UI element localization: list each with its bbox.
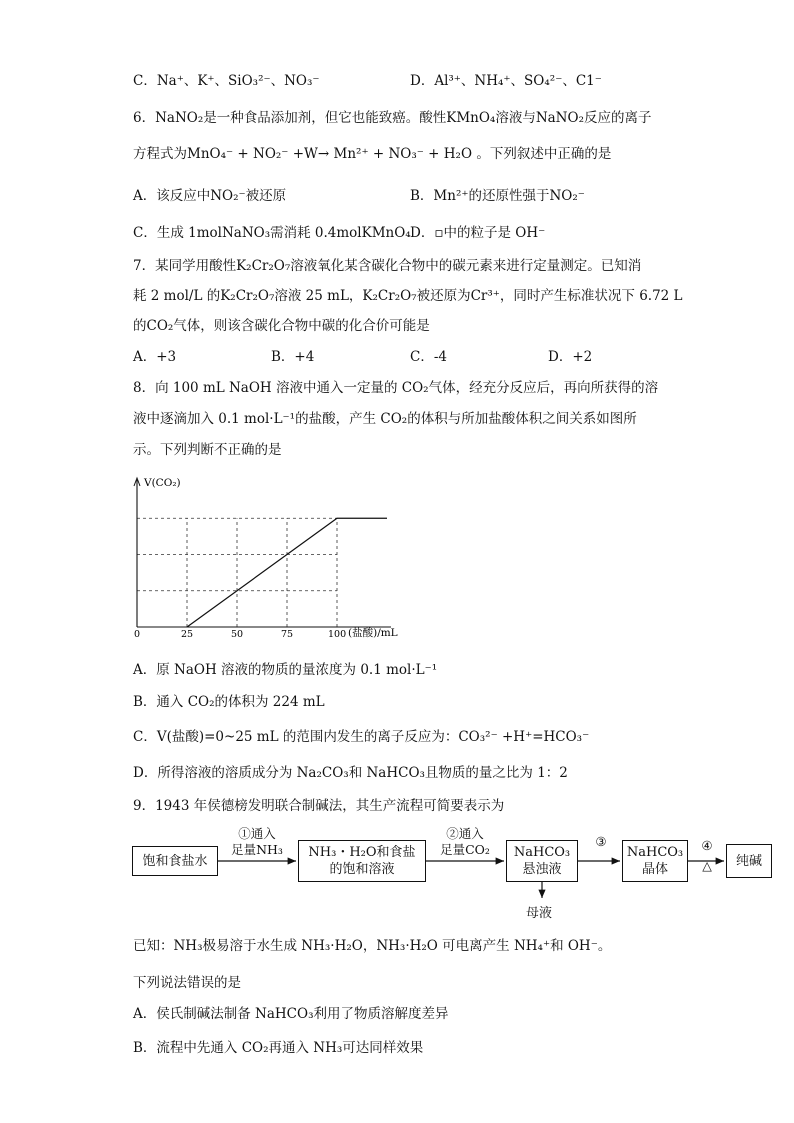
q6-option-d: D．▫中的粒子是 OH⁻ <box>410 225 546 241</box>
co2-volume-chart <box>120 472 410 646</box>
q7-option-c: C．-4 <box>410 349 447 365</box>
flow-arrow2-top: ②通入 <box>446 826 484 841</box>
q8-option-a: A．原 NaOH 溶液的物质的量浓度为 0.1 mol·L⁻¹ <box>133 662 438 678</box>
flow-box3-line2: 悬浊液 <box>522 862 562 877</box>
q8-option-c: C．V(盐酸)=0~25 mL 的范围内发生的离子反应为：CO₃²⁻ +H⁺=HCO₃⁻ <box>133 729 590 745</box>
q5-option-c: C．Na⁺、K⁺、SiO₃²⁻、NO₃⁻ <box>133 73 320 89</box>
q9-ask: 下列说法错误的是 <box>133 975 241 991</box>
flow-box4-line2: 晶体 <box>641 862 668 877</box>
q7-option-a: A．+3 <box>133 349 177 365</box>
q7-stem-3: 的CO₂气体，则该含碳化合物中碳的化合价可能是 <box>133 318 430 334</box>
q7-option-b: B．+4 <box>271 349 315 365</box>
chart-grid <box>137 518 337 627</box>
flow-box2-line2: 的饱和溶液 <box>329 862 395 877</box>
q9-stem: 9．1943 年侯德榜发明联合制碱法，其生产流程可简要表示为 <box>133 798 505 814</box>
x-tick-25: 25 <box>181 629 194 640</box>
x-tick-50: 50 <box>231 629 244 640</box>
q8-stem-1: 8．向 100 mL NaOH 溶液中通入一定量的 CO₂气体，经充分反应后，再向所获得的溶 <box>133 380 659 396</box>
q8-option-b: B．通入 CO₂的体积为 224 mL <box>133 694 325 710</box>
flow-arrows <box>128 824 778 924</box>
flow-box5-label: 纯碱 <box>735 853 762 869</box>
flow-arrow4-top: ④ <box>701 838 713 853</box>
q9-option-b: B．流程中先通入 CO₂再通入 NH₃可达同样效果 <box>133 1040 424 1056</box>
chart-ticks <box>134 629 346 640</box>
flow-box-brine-label: 饱和食盐水 <box>142 853 208 869</box>
q9-option-a: A．侯氏制碱法制备 NaHCO₃利用了物质溶解度差异 <box>133 1006 449 1022</box>
chart-svg <box>120 472 410 642</box>
q8-stem-3: 示。下列判断不正确的是 <box>133 442 282 458</box>
q9-known: 已知：NH₃极易溶于水生成 NH₃·H₂O，NH₃·H₂O 可电离产生 NH₄⁺和 OH⁻。 <box>133 938 612 954</box>
q6-stem-2: 方程式为MnO₄⁻ + NO₂⁻ +W→ Mn²⁺ + NO₃⁻ + H₂O 。下列叙述中正确的是 <box>133 146 612 162</box>
flow-arrow3-label: ③ <box>595 834 607 849</box>
x-tick-100: 100 <box>328 629 347 640</box>
y-axis-label: V(CO₂) <box>144 477 181 489</box>
flow-arrow1-top: ①通入 <box>238 826 276 841</box>
q5-option-d: D．Al³⁺、NH₄⁺、SO₄²⁻、C1⁻ <box>410 73 602 89</box>
flow-box4-line1: NaHCO₃ <box>626 845 684 860</box>
q6-option-a: A．该反应中NO₂⁻被还原 <box>133 188 287 204</box>
q6-option-b: B．Mn²⁺的还原性强于NO₂⁻ <box>410 188 585 204</box>
q6-option-c: C．生成 1molNaNO₃需消耗 0.4molKMnO₄ <box>133 225 411 241</box>
flow-box2-line1: NH₃・H₂O和食盐 <box>308 845 416 860</box>
flow-arrow2-bottom: 足量CO₂ <box>440 842 490 857</box>
q7-option-d: D．+2 <box>548 349 593 365</box>
x-axis-label: (盐酸)/mL <box>348 627 398 639</box>
x-tick-75: 75 <box>281 629 294 640</box>
flow-mother-liquor: 母液 <box>526 906 553 921</box>
q7-stem-2: 耗 2 mol/L 的K₂Cr₂O₇溶液 25 mL，K₂Cr₂O₇被还原为Cr³⁺，同时产生标准状况下 6.72 L <box>133 288 683 304</box>
q8-stem-2: 液中逐滴加入 0.1 mol·L⁻¹的盐酸，产生 CO₂的体积与所加盐酸体积之间关系如图所 <box>133 411 637 427</box>
soda-process-flow <box>128 824 768 924</box>
flow-box3-line1: NaHCO₃ <box>513 845 571 860</box>
flow-arrow1-bottom: 足量NH₃ <box>231 842 283 857</box>
chart-axes <box>134 478 391 627</box>
q7-stem-1: 7．某同学用酸性K₂Cr₂O₇溶液氧化某含碳化合物中的碳元素来进行定量测定。已知消 <box>133 258 642 274</box>
q8-option-d: D．所得溶液的溶质成分为 Na₂CO₃和 NaHCO₃且物质的量之比为 1：2 <box>133 765 568 781</box>
q6-stem-1: 6．NaNO₂是一种食品添加剂，但它也能致癌。酸性KMnO₄溶液与NaNO₂反应的离子 <box>133 110 652 126</box>
x-tick-0: 0 <box>134 629 141 640</box>
flow-arrow4-bottom: △ <box>702 858 712 873</box>
